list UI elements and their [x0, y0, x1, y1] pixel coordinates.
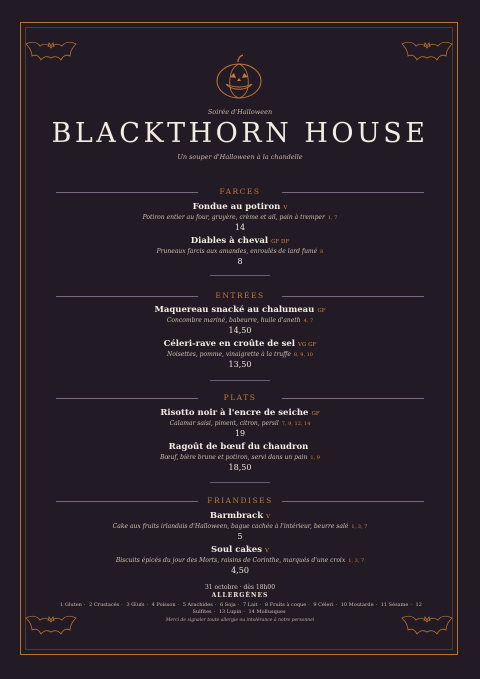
- allergen-item: 13 Lupin: [218, 609, 242, 615]
- allergens-title: ALLERGÈNES: [211, 592, 269, 599]
- allergen-numbers: 7, 9, 12, 14: [281, 421, 311, 427]
- allergen-numbers: 8, 9, 10: [293, 352, 313, 358]
- item-name: Soul cakes: [211, 545, 262, 555]
- diet-tag: V: [283, 205, 288, 211]
- allergen-item: 7 Lait: [242, 602, 258, 608]
- divider: [210, 482, 270, 483]
- menu-item: [0, 511, 480, 543]
- diet-tag: GF: [311, 411, 320, 417]
- allergen-numbers: 4, 7: [303, 318, 314, 324]
- allergen-item: 8 Fruits à coque: [264, 602, 307, 608]
- item-description: Potiron entier au four, gruyère, crème et ail, pain à tremper: [142, 214, 325, 221]
- section-header-friandises: FRIANDISES: [0, 495, 480, 509]
- menu-item: [0, 236, 480, 268]
- bat-icon: [22, 38, 80, 68]
- item-description: Calamar saisi, piment, citron, persil: [169, 420, 279, 427]
- item-name: Fondue au potiron: [192, 202, 281, 212]
- item-name: Maquereau snacké au chalumeau: [154, 305, 315, 315]
- item-price: 8: [237, 257, 243, 266]
- allergen-item: 6 Soja: [220, 602, 236, 608]
- allergen-item: 2 Crustacés: [89, 602, 120, 608]
- item-description: Noisettes, pomme, vinaigrette à la truffe: [166, 351, 291, 358]
- divider: [210, 380, 270, 381]
- bat-icon: [398, 612, 456, 642]
- menu-item: [0, 202, 480, 234]
- allergen-numbers: 1, 3, 7: [351, 524, 368, 530]
- item-price: 19: [234, 429, 246, 438]
- item-description: Bœuf, bière brune et potiron, servi dans un pain: [160, 454, 308, 461]
- diet-tag: GF DF: [271, 239, 290, 245]
- menu-item: [0, 442, 480, 474]
- page-title: BLACKTHORN HOUSE: [51, 118, 429, 149]
- diet-tag: V: [264, 548, 269, 554]
- item-price: 13,50: [228, 360, 252, 369]
- item-price: 14: [234, 223, 246, 232]
- allergen-numbers: 1, 9: [310, 455, 320, 461]
- allergen-item: 9 Céleri: [313, 602, 334, 608]
- item-name: Ragoût de bœuf du chaudron: [168, 442, 309, 452]
- allergen-item: 3 Œufs: [126, 602, 145, 608]
- menu-item: [0, 305, 480, 337]
- item-description: Concombre mariné, babeurre, huile d'aneth: [166, 317, 301, 324]
- section-header-farces: FARCES: [0, 186, 480, 200]
- tagline: Un souper d'Halloween à la chandelle: [177, 153, 303, 161]
- menu-item: [0, 408, 480, 440]
- allergen-numbers: 1, 3, 7: [348, 558, 365, 564]
- item-name: Barmbrack: [209, 511, 264, 521]
- item-description: Cake aux fruits irlandais d'Halloween, bague cachée à l'intérieur, beurre salé: [112, 523, 349, 530]
- allergen-item: 11 Sésame: [380, 602, 409, 608]
- allergen-item: 14 Mollusques: [248, 609, 286, 615]
- item-description: Pruneaux farcis aux amandes, enroulés de lard fumé: [156, 248, 318, 255]
- pumpkin-icon: [213, 53, 265, 101]
- menu-item: [0, 545, 480, 577]
- event-date: 31 octobre · dès 18h00: [204, 584, 276, 591]
- item-price: 5: [237, 532, 243, 541]
- allergen-item: 12 Sulfites: [192, 602, 422, 615]
- allergen-item: 10 Moutarde: [340, 602, 374, 608]
- allergy-note: Merci de signaler toute allergie ou intolérance à notre personnel: [165, 618, 315, 623]
- allergen-list: 1 Gluten · 2 Crustacés · 3 Œufs · 4 Poisson · 5 Arachides · 6 Soja · 7 Lait · 8 Fruits à coque · 9 Céleri · 10 Moutarde · 11 Sésame · 12 Sulfites · 13 Lupin · 14 Mollusques: [60, 602, 422, 615]
- item-description: Biscuits épicés du jour des Morts, raisins de Corinthe, marqués d'une croix: [115, 557, 346, 564]
- allergen-numbers: 1, 7: [327, 215, 338, 221]
- diet-tag: VG GF: [298, 342, 317, 348]
- diet-tag: GF: [317, 308, 326, 314]
- bat-icon: [398, 38, 456, 68]
- section-header-plats: PLATS: [0, 392, 480, 406]
- item-price: 4,50: [231, 566, 249, 575]
- item-name: Céleri-rave en croûte de sel: [163, 339, 296, 349]
- item-price: 14,50: [228, 326, 252, 335]
- eyebrow-text: Soirée d'Halloween: [207, 108, 273, 116]
- bat-icon: [22, 612, 80, 642]
- allergen-item: 1 Gluten: [60, 602, 82, 608]
- menu-item: [0, 339, 480, 371]
- allergen-item: 5 Arachides: [182, 602, 213, 608]
- allergen-item: 4 Poisson: [151, 602, 176, 608]
- item-price: 18,50: [228, 463, 252, 472]
- item-name: Diables à cheval: [190, 236, 269, 246]
- diet-tag: V: [266, 514, 271, 520]
- section-header-entrees: ENTRÉES: [0, 290, 480, 304]
- allergen-numbers: 8: [320, 249, 324, 255]
- item-name: Risotto noir à l'encre de seiche: [160, 408, 309, 418]
- divider: [210, 275, 270, 276]
